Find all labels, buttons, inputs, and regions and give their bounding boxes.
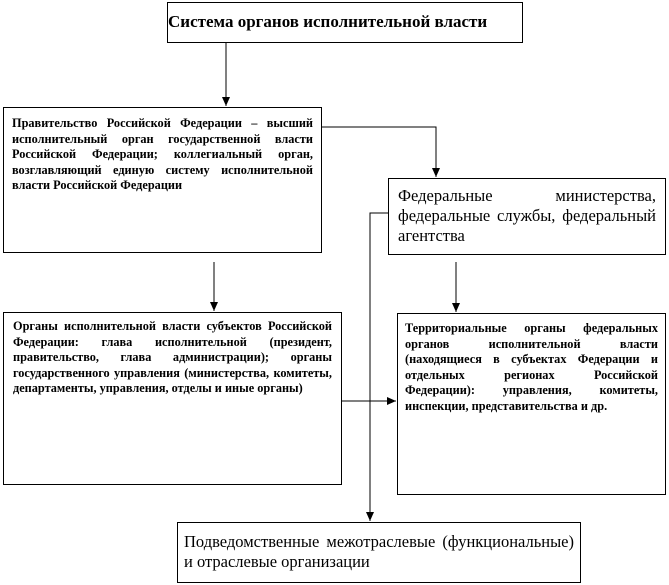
node-government: [3, 107, 322, 253]
node-territorial-bodies: [397, 313, 666, 495]
node-subordinate-organizations: [177, 522, 581, 583]
node-executive-system: [167, 2, 523, 43]
node-regional-bodies-label: Органы исполнительной власти субъектов Российской Федерации: глава исполнительной (президент, правительство, глава администрации); органы государственного управления (министерства, комитеты, департаменты, управления, отделы и иные органы): [13, 319, 332, 395]
node-subordinate-organizations-label: Подведомственные межотраслевые (функциональные) и отраслевые организации: [184, 532, 574, 571]
node-federal-bodies: [388, 178, 666, 255]
edge-government-federal: [322, 127, 436, 177]
edge-federal-bottom: [370, 213, 388, 521]
node-territorial-bodies-label: Территориальные органы федеральных органов исполнительной власти (находящиеся в субъектах Федерации и отдельных регионах Российской Федерации): управления, комитеты, инспекции, представительства и др.: [405, 321, 658, 413]
node-executive-system-label: Система органов исполнительной власти: [168, 12, 488, 31]
node-regional-bodies: [3, 312, 342, 485]
node-government-label: Правительство Российской Федерации – высший исполнительный орган государственной власти Российской Федерации; коллегиальный орган, возглавляющий единую систему исполнительной власти Российской Федерации: [12, 116, 313, 192]
node-federal-bodies-label: Федеральные министерства, федеральные службы, федеральный агентства: [398, 186, 656, 245]
